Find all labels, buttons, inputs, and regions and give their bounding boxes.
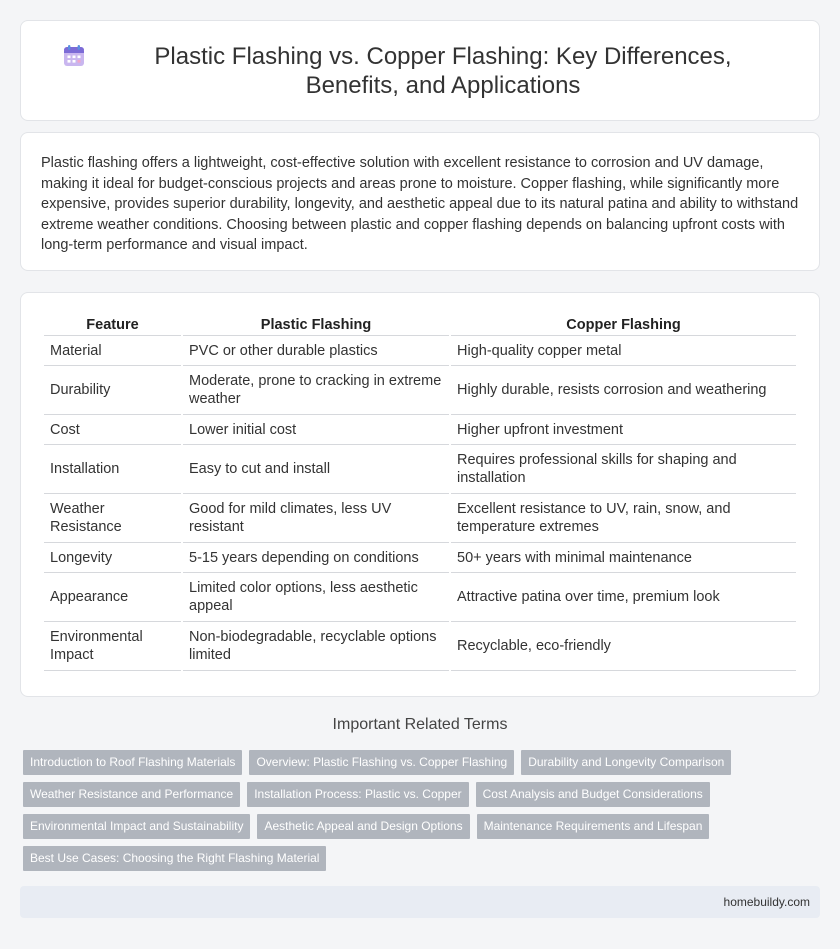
table-header-row [44, 313, 796, 336]
related-term-tag[interactable]: Cost Analysis and Budget Considerations [476, 782, 710, 807]
related-term-tag[interactable]: Maintenance Requirements and Lifespan [477, 814, 710, 839]
comparison-table [42, 313, 798, 671]
table-row [44, 494, 796, 543]
related-term-tag[interactable]: Installation Process: Plastic vs. Copper [247, 782, 468, 807]
related-term-tag[interactable]: Weather Resistance and Performance [23, 782, 240, 807]
table-row [44, 573, 796, 622]
feature-cell: Cost [44, 415, 181, 445]
plastic-cell: PVC or other durable plastics [183, 336, 449, 366]
table-row [44, 543, 796, 573]
related-term-tag[interactable]: Best Use Cases: Choosing the Right Flashing Material [23, 846, 326, 871]
header-copper: Copper Flashing [451, 313, 796, 336]
plastic-cell: 5-15 years depending on conditions [183, 543, 449, 573]
table-row [44, 415, 796, 445]
calendar-icon [61, 43, 87, 69]
table-row [44, 445, 796, 494]
copper-cell: 50+ years with minimal maintenance [451, 543, 796, 573]
plastic-cell: Limited color options, less aesthetic appeal [183, 573, 449, 622]
intro-card [20, 132, 820, 271]
table-row [44, 366, 796, 415]
title-card [20, 20, 820, 121]
related-term-tag[interactable]: Introduction to Roof Flashing Materials [23, 750, 242, 775]
feature-cell: Material [44, 336, 181, 366]
table-row [44, 336, 796, 366]
feature-cell: Longevity [44, 543, 181, 573]
plastic-cell: Lower initial cost [183, 415, 449, 445]
plastic-cell: Good for mild climates, less UV resistant [183, 494, 449, 543]
page-title: Plastic Flashing vs. Copper Flashing: Key Differences, Benefits, and Applications [154, 42, 732, 99]
header-feature: Feature [44, 313, 181, 336]
related-terms-list [23, 750, 823, 878]
copper-cell: Recyclable, eco-friendly [451, 622, 796, 671]
copper-cell: High-quality copper metal [451, 336, 796, 366]
copper-cell: Attractive patina over time, premium look [451, 573, 796, 622]
feature-cell: Appearance [44, 573, 181, 622]
plastic-cell: Non-biodegradable, recyclable options limited [183, 622, 449, 671]
feature-cell: Installation [44, 445, 181, 494]
copper-cell: Requires professional skills for shaping and installation [451, 445, 796, 494]
plastic-cell: Easy to cut and install [183, 445, 449, 494]
related-terms-heading: Important Related Terms [332, 716, 508, 733]
copper-cell: Excellent resistance to UV, rain, snow, and temperature extremes [451, 494, 796, 543]
table-row [44, 622, 796, 671]
footer [20, 886, 820, 918]
copper-cell: Higher upfront investment [451, 415, 796, 445]
related-term-tag[interactable]: Durability and Longevity Comparison [521, 750, 731, 775]
related-term-tag[interactable]: Aesthetic Appeal and Design Options [257, 814, 469, 839]
feature-cell: Weather Resistance [44, 494, 181, 543]
header-plastic: Plastic Flashing [183, 313, 449, 336]
related-term-tag[interactable]: Environmental Impact and Sustainability [23, 814, 250, 839]
plastic-cell: Moderate, prone to cracking in extreme weather [183, 366, 449, 415]
copper-cell: Highly durable, resists corrosion and weathering [451, 366, 796, 415]
feature-cell: Environmental Impact [44, 622, 181, 671]
comparison-card [20, 292, 820, 697]
intro-paragraph: Plastic flashing offers a lightweight, cost-effective solution with excellent resistance to corrosion and UV damage, making it ideal for budget-conscious projects and areas prone to moisture. Copper flashing, while significantly more expensive, provides superior durability, longevity, and aesthetic appeal due to its natural patina and ability to withstand extreme weather conditions. Choosing between plastic and copper flashing depends on balancing upfront costs with long-term performance and visual impact. [41, 155, 799, 253]
footer-site-link[interactable]: homebuildy.com [723, 895, 810, 909]
feature-cell: Durability [44, 366, 181, 415]
title-wrap [61, 42, 779, 100]
related-term-tag[interactable]: Overview: Plastic Flashing vs. Copper Flashing [249, 750, 514, 775]
